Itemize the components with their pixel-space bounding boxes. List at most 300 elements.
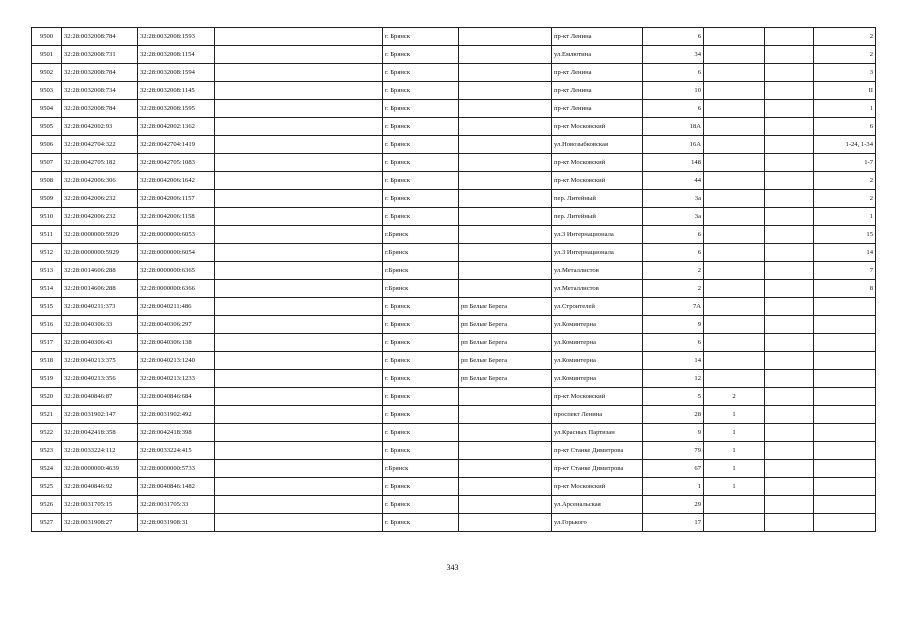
cell-cadastral-number-premises: 32:28:0031908:31	[138, 514, 215, 532]
cell-row-number: 9502	[32, 64, 62, 82]
cell-building-number	[704, 298, 765, 316]
cell-blank-column-2	[765, 406, 814, 424]
cell-cadastral-number-parcel: 32:28:0032008:784	[62, 64, 138, 82]
cell-cadastral-number-parcel: 32:28:0032008:731	[62, 46, 138, 64]
cell-apartment-number	[814, 442, 876, 460]
cell-settlement	[459, 262, 552, 280]
cell-house-number: 17	[643, 514, 704, 532]
cell-city: г. Брянск	[383, 352, 459, 370]
table-row	[32, 406, 876, 424]
cell-city: г. Брянск	[383, 334, 459, 352]
cell-cadastral-number-premises: 32:28:0000000:6366	[138, 280, 215, 298]
table-row	[32, 388, 876, 406]
cell-cadastral-number-parcel: 32:28:0042705:182	[62, 154, 138, 172]
cell-blank-column-2	[765, 100, 814, 118]
cell-row-number: 9508	[32, 172, 62, 190]
cell-cadastral-number-parcel: 32:28:0031908:27	[62, 514, 138, 532]
cell-settlement	[459, 136, 552, 154]
cell-settlement: рп Белые Берега	[459, 352, 552, 370]
cell-street: пр-кт Станке Димитрова	[552, 442, 643, 460]
cell-cadastral-number-parcel: 32:28:0040211:373	[62, 298, 138, 316]
table-body	[32, 28, 876, 532]
cell-blank-column	[215, 334, 383, 352]
cell-house-number: 79	[643, 442, 704, 460]
cell-blank-column	[215, 406, 383, 424]
cell-street: проспект Ленина	[552, 406, 643, 424]
cell-apartment-number	[814, 478, 876, 496]
table-row	[32, 226, 876, 244]
cell-cadastral-number-parcel: 32:28:0040306:33	[62, 316, 138, 334]
cell-city: г. Брянск	[383, 118, 459, 136]
cell-row-number: 9512	[32, 244, 62, 262]
table-row	[32, 316, 876, 334]
cell-apartment-number: 2	[814, 190, 876, 208]
cell-apartment-number: 2	[814, 28, 876, 46]
cell-city: г. Брянск	[383, 406, 459, 424]
cell-street: пр-кт Московский	[552, 118, 643, 136]
cell-cadastral-number-parcel: 32:28:0000000:4639	[62, 460, 138, 478]
table-row	[32, 460, 876, 478]
cell-building-number	[704, 244, 765, 262]
cell-building-number	[704, 46, 765, 64]
table-row	[32, 244, 876, 262]
cell-blank-column-2	[765, 118, 814, 136]
cell-row-number: 9509	[32, 190, 62, 208]
cell-cadastral-number-parcel: 32:28:0032008:784	[62, 100, 138, 118]
cell-row-number: 9526	[32, 496, 62, 514]
cell-city: г.Брянск	[383, 262, 459, 280]
cell-cadastral-number-parcel: 32:28:0042418:358	[62, 424, 138, 442]
cell-city: г. Брянск	[383, 424, 459, 442]
cell-blank-column	[215, 478, 383, 496]
cell-street: ул.Коминтерна	[552, 334, 643, 352]
cell-row-number: 9510	[32, 208, 62, 226]
cell-cadastral-number-parcel: 32:28:0031705:15	[62, 496, 138, 514]
cell-building-number	[704, 262, 765, 280]
cell-apartment-number: II	[814, 82, 876, 100]
cell-house-number: 148	[643, 154, 704, 172]
cell-building-number	[704, 334, 765, 352]
cell-settlement	[459, 514, 552, 532]
cell-row-number: 9525	[32, 478, 62, 496]
cell-house-number: 7А	[643, 298, 704, 316]
cell-cadastral-number-parcel: 32:28:0032008:784	[62, 28, 138, 46]
cell-cadastral-number-premises: 32:28:0000000:6054	[138, 244, 215, 262]
cell-street: ул.Новозыбковская	[552, 136, 643, 154]
cell-house-number: 14	[643, 352, 704, 370]
cell-street: пр-кт Станке Димитрова	[552, 460, 643, 478]
cell-cadastral-number-premises: 32:28:0042006:1642	[138, 172, 215, 190]
cell-building-number: 2	[704, 388, 765, 406]
table-row	[32, 478, 876, 496]
cell-blank-column-2	[765, 370, 814, 388]
cell-street: пр-кт Московский	[552, 478, 643, 496]
table-row	[32, 514, 876, 532]
cell-row-number: 9527	[32, 514, 62, 532]
cell-blank-column	[215, 352, 383, 370]
cell-blank-column	[215, 190, 383, 208]
cell-row-number: 9514	[32, 280, 62, 298]
cell-blank-column	[215, 244, 383, 262]
cell-building-number	[704, 190, 765, 208]
cell-settlement	[459, 190, 552, 208]
cell-house-number: 6	[643, 28, 704, 46]
cell-blank-column	[215, 496, 383, 514]
cell-house-number: 5	[643, 388, 704, 406]
cell-city: г.Брянск	[383, 460, 459, 478]
table-row	[32, 496, 876, 514]
cell-street: ул.Металлистов	[552, 280, 643, 298]
cell-cadastral-number-parcel: 32:28:0042006:232	[62, 190, 138, 208]
cell-row-number: 9521	[32, 406, 62, 424]
cell-building-number	[704, 496, 765, 514]
cell-row-number: 9501	[32, 46, 62, 64]
cell-blank-column-2	[765, 334, 814, 352]
cell-cadastral-number-premises: 32:28:0040306:297	[138, 316, 215, 334]
cell-building-number: 1	[704, 460, 765, 478]
cell-blank-column-2	[765, 496, 814, 514]
cell-apartment-number: 2	[814, 46, 876, 64]
cell-apartment-number: 6	[814, 118, 876, 136]
cell-row-number: 9523	[32, 442, 62, 460]
cell-cadastral-number-parcel: 32:28:0000000:5929	[62, 226, 138, 244]
table-row	[32, 352, 876, 370]
cell-house-number: 6	[643, 334, 704, 352]
cell-house-number: 12	[643, 370, 704, 388]
cell-apartment-number	[814, 370, 876, 388]
cell-building-number: 1	[704, 406, 765, 424]
cell-settlement: рп Белые Берега	[459, 316, 552, 334]
cell-house-number: 6	[643, 244, 704, 262]
cell-cadastral-number-premises: 32:28:0000000:6053	[138, 226, 215, 244]
cell-house-number: 3а	[643, 208, 704, 226]
cell-house-number: 6	[643, 64, 704, 82]
cell-cadastral-number-parcel: 32:28:0042006:306	[62, 172, 138, 190]
cell-building-number: 1	[704, 478, 765, 496]
table-row	[32, 154, 876, 172]
cell-building-number	[704, 136, 765, 154]
cell-settlement	[459, 478, 552, 496]
cell-settlement	[459, 100, 552, 118]
table-row	[32, 82, 876, 100]
cell-house-number: 34	[643, 46, 704, 64]
cell-building-number	[704, 208, 765, 226]
cell-settlement	[459, 442, 552, 460]
cell-house-number: 29	[643, 496, 704, 514]
cell-house-number: 2	[643, 262, 704, 280]
cell-house-number: 3а	[643, 190, 704, 208]
cell-settlement	[459, 118, 552, 136]
cell-city: г. Брянск	[383, 154, 459, 172]
cell-house-number: 10	[643, 82, 704, 100]
cell-blank-column-2	[765, 82, 814, 100]
cell-blank-column	[215, 208, 383, 226]
table-row	[32, 442, 876, 460]
table-row	[32, 172, 876, 190]
cell-apartment-number: 2	[814, 172, 876, 190]
cell-apartment-number: 1	[814, 100, 876, 118]
cell-row-number: 9513	[32, 262, 62, 280]
cell-cadastral-number-premises: 32:28:0032008:1594	[138, 64, 215, 82]
cell-blank-column-2	[765, 172, 814, 190]
cell-street: ул.Коминтерна	[552, 352, 643, 370]
cell-blank-column-2	[765, 460, 814, 478]
cell-house-number: 67	[643, 460, 704, 478]
cell-row-number: 9507	[32, 154, 62, 172]
cell-cadastral-number-premises: 32:28:0040846:684	[138, 388, 215, 406]
cell-settlement	[459, 460, 552, 478]
cell-blank-column	[215, 460, 383, 478]
cell-blank-column-2	[765, 28, 814, 46]
cell-row-number: 9511	[32, 226, 62, 244]
cell-blank-column	[215, 226, 383, 244]
cell-settlement	[459, 244, 552, 262]
table-row	[32, 100, 876, 118]
cell-building-number	[704, 352, 765, 370]
cell-cadastral-number-premises: 32:28:0042704:1419	[138, 136, 215, 154]
cell-street: пер. Литейный	[552, 208, 643, 226]
cell-cadastral-number-premises: 32:28:0032008:1154	[138, 46, 215, 64]
cell-city: г. Брянск	[383, 370, 459, 388]
cell-house-number: 16А	[643, 136, 704, 154]
cell-street: пер. Литейный	[552, 190, 643, 208]
cell-street: пр-кт Ленина	[552, 82, 643, 100]
cell-cadastral-number-parcel: 32:28:0033224:112	[62, 442, 138, 460]
cell-city: г. Брянск	[383, 100, 459, 118]
cell-apartment-number	[814, 298, 876, 316]
table-row	[32, 64, 876, 82]
cell-cadastral-number-premises: 32:28:0042006:1157	[138, 190, 215, 208]
cell-city: г. Брянск	[383, 136, 459, 154]
cell-apartment-number	[814, 352, 876, 370]
cell-cadastral-number-parcel: 32:28:0032008:734	[62, 82, 138, 100]
cell-cadastral-number-parcel: 32:28:0040213:356	[62, 370, 138, 388]
table-row	[32, 334, 876, 352]
cell-row-number: 9520	[32, 388, 62, 406]
cell-blank-column	[215, 118, 383, 136]
cell-building-number	[704, 28, 765, 46]
cell-apartment-number	[814, 316, 876, 334]
cell-cadastral-number-parcel: 32:28:0014606:288	[62, 262, 138, 280]
cell-blank-column-2	[765, 208, 814, 226]
table-row	[32, 424, 876, 442]
page-number: 343	[446, 563, 459, 572]
cell-cadastral-number-parcel: 32:28:0040306:43	[62, 334, 138, 352]
cell-building-number	[704, 226, 765, 244]
cell-cadastral-number-parcel: 32:28:0031902:147	[62, 406, 138, 424]
cell-settlement	[459, 28, 552, 46]
cell-city: г. Брянск	[383, 442, 459, 460]
cell-blank-column	[215, 82, 383, 100]
cell-apartment-number: 3	[814, 64, 876, 82]
cell-apartment-number: 7	[814, 262, 876, 280]
cell-apartment-number	[814, 406, 876, 424]
cell-city: г. Брянск	[383, 298, 459, 316]
cell-settlement	[459, 280, 552, 298]
cell-cadastral-number-premises: 32:28:0040213:1233	[138, 370, 215, 388]
cell-street: ул.Металлистов	[552, 262, 643, 280]
cell-blank-column-2	[765, 262, 814, 280]
cell-blank-column	[215, 316, 383, 334]
table-row	[32, 136, 876, 154]
cell-street: ул.Строителей	[552, 298, 643, 316]
cell-settlement	[459, 82, 552, 100]
cell-row-number: 9518	[32, 352, 62, 370]
cell-blank-column-2	[765, 388, 814, 406]
cell-blank-column	[215, 388, 383, 406]
cell-city: г. Брянск	[383, 514, 459, 532]
cell-blank-column-2	[765, 46, 814, 64]
cell-settlement	[459, 46, 552, 64]
cell-building-number: 1	[704, 424, 765, 442]
table-row	[32, 370, 876, 388]
cell-city: г. Брянск	[383, 46, 459, 64]
cell-blank-column	[215, 46, 383, 64]
cell-house-number: 28	[643, 406, 704, 424]
cell-blank-column	[215, 262, 383, 280]
cell-city: г. Брянск	[383, 82, 459, 100]
cell-street: ул.Красных Партизан	[552, 424, 643, 442]
cell-apartment-number: 1	[814, 208, 876, 226]
cell-building-number	[704, 172, 765, 190]
cell-cadastral-number-premises: 32:28:0040213:1240	[138, 352, 215, 370]
cell-street: пр-кт Ленина	[552, 100, 643, 118]
cell-row-number: 9504	[32, 100, 62, 118]
cell-apartment-number: 15	[814, 226, 876, 244]
cell-blank-column-2	[765, 280, 814, 298]
cell-cadastral-number-parcel: 32:28:0042002:93	[62, 118, 138, 136]
cell-city: г.Брянск	[383, 226, 459, 244]
cell-blank-column	[215, 280, 383, 298]
cell-city: г. Брянск	[383, 496, 459, 514]
cell-cadastral-number-parcel: 32:28:0000000:5929	[62, 244, 138, 262]
cell-settlement	[459, 208, 552, 226]
cell-blank-column-2	[765, 136, 814, 154]
cell-blank-column-2	[765, 154, 814, 172]
cell-house-number: 1	[643, 478, 704, 496]
cell-blank-column	[215, 28, 383, 46]
cell-building-number	[704, 64, 765, 82]
cell-city: г. Брянск	[383, 172, 459, 190]
cell-blank-column	[215, 154, 383, 172]
cell-blank-column-2	[765, 64, 814, 82]
table-row	[32, 46, 876, 64]
cell-city: г. Брянск	[383, 388, 459, 406]
cell-house-number: 18А	[643, 118, 704, 136]
cell-settlement	[459, 64, 552, 82]
cell-cadastral-number-premises: 32:28:0040211:486	[138, 298, 215, 316]
cell-settlement	[459, 226, 552, 244]
cell-city: г. Брянск	[383, 190, 459, 208]
cell-apartment-number	[814, 388, 876, 406]
cell-row-number: 9517	[32, 334, 62, 352]
cell-building-number	[704, 118, 765, 136]
cell-house-number: 6	[643, 226, 704, 244]
cell-street: ул.Арсенальская	[552, 496, 643, 514]
cell-city: г. Брянск	[383, 316, 459, 334]
table-row	[32, 190, 876, 208]
cell-street: пр-кт Московский	[552, 172, 643, 190]
cell-building-number	[704, 100, 765, 118]
cell-settlement	[459, 496, 552, 514]
cell-settlement: рп Белые Берега	[459, 298, 552, 316]
table-row	[32, 28, 876, 46]
table-row	[32, 208, 876, 226]
table-row	[32, 280, 876, 298]
cell-cadastral-number-premises: 32:28:0032008:1145	[138, 82, 215, 100]
cell-cadastral-number-parcel: 32:28:0040846:92	[62, 478, 138, 496]
cell-building-number: 1	[704, 442, 765, 460]
cell-city: г.Брянск	[383, 244, 459, 262]
cell-settlement: рп Белые Берега	[459, 334, 552, 352]
cell-street: пр-кт Московский	[552, 388, 643, 406]
cell-street: пр-кт Ленина	[552, 28, 643, 46]
cell-cadastral-number-premises: 32:28:0033224:415	[138, 442, 215, 460]
cell-blank-column-2	[765, 424, 814, 442]
table-row	[32, 298, 876, 316]
cell-blank-column-2	[765, 226, 814, 244]
cell-street: ул.Емлютина	[552, 46, 643, 64]
cell-cadastral-number-premises: 32:28:0042705:1083	[138, 154, 215, 172]
cell-apartment-number	[814, 514, 876, 532]
cell-cadastral-number-premises: 32:28:0040306:138	[138, 334, 215, 352]
cell-house-number: 6	[643, 100, 704, 118]
cell-blank-column	[215, 424, 383, 442]
cell-apartment-number	[814, 334, 876, 352]
cell-row-number: 9506	[32, 136, 62, 154]
cell-apartment-number: 1-7	[814, 154, 876, 172]
cell-building-number	[704, 82, 765, 100]
cell-settlement: рп Белые Берега	[459, 370, 552, 388]
table-row	[32, 118, 876, 136]
cell-apartment-number: 14	[814, 244, 876, 262]
cell-blank-column	[215, 370, 383, 388]
cell-building-number	[704, 370, 765, 388]
cell-settlement	[459, 388, 552, 406]
cell-building-number	[704, 514, 765, 532]
cell-blank-column	[215, 172, 383, 190]
cell-settlement	[459, 424, 552, 442]
register-table	[31, 27, 876, 532]
cell-row-number: 9505	[32, 118, 62, 136]
cell-cadastral-number-premises: 32:28:0042418:398	[138, 424, 215, 442]
cell-apartment-number: 1-24, 1-34	[814, 136, 876, 154]
cell-cadastral-number-parcel: 32:28:0040846:87	[62, 388, 138, 406]
cell-blank-column	[215, 514, 383, 532]
cell-city: г. Брянск	[383, 208, 459, 226]
cell-street: пр-кт Московский	[552, 154, 643, 172]
cell-cadastral-number-parcel: 32:28:0042704:322	[62, 136, 138, 154]
cell-building-number	[704, 154, 765, 172]
cell-city: г. Брянск	[383, 478, 459, 496]
cell-blank-column	[215, 298, 383, 316]
table-row	[32, 262, 876, 280]
cell-row-number: 9503	[32, 82, 62, 100]
cell-settlement	[459, 406, 552, 424]
cell-house-number: 44	[643, 172, 704, 190]
cell-blank-column	[215, 64, 383, 82]
cell-street: ул.3 Интернационала	[552, 226, 643, 244]
cell-blank-column-2	[765, 244, 814, 262]
cell-street: ул.Коминтерна	[552, 316, 643, 334]
cell-cadastral-number-premises: 32:28:0032008:1595	[138, 100, 215, 118]
cell-blank-column-2	[765, 190, 814, 208]
cell-city: г.Брянск	[383, 280, 459, 298]
cell-city: г. Брянск	[383, 64, 459, 82]
cell-row-number: 9516	[32, 316, 62, 334]
cell-cadastral-number-premises: 32:28:0000000:6365	[138, 262, 215, 280]
cell-cadastral-number-premises: 32:28:0031705:33	[138, 496, 215, 514]
